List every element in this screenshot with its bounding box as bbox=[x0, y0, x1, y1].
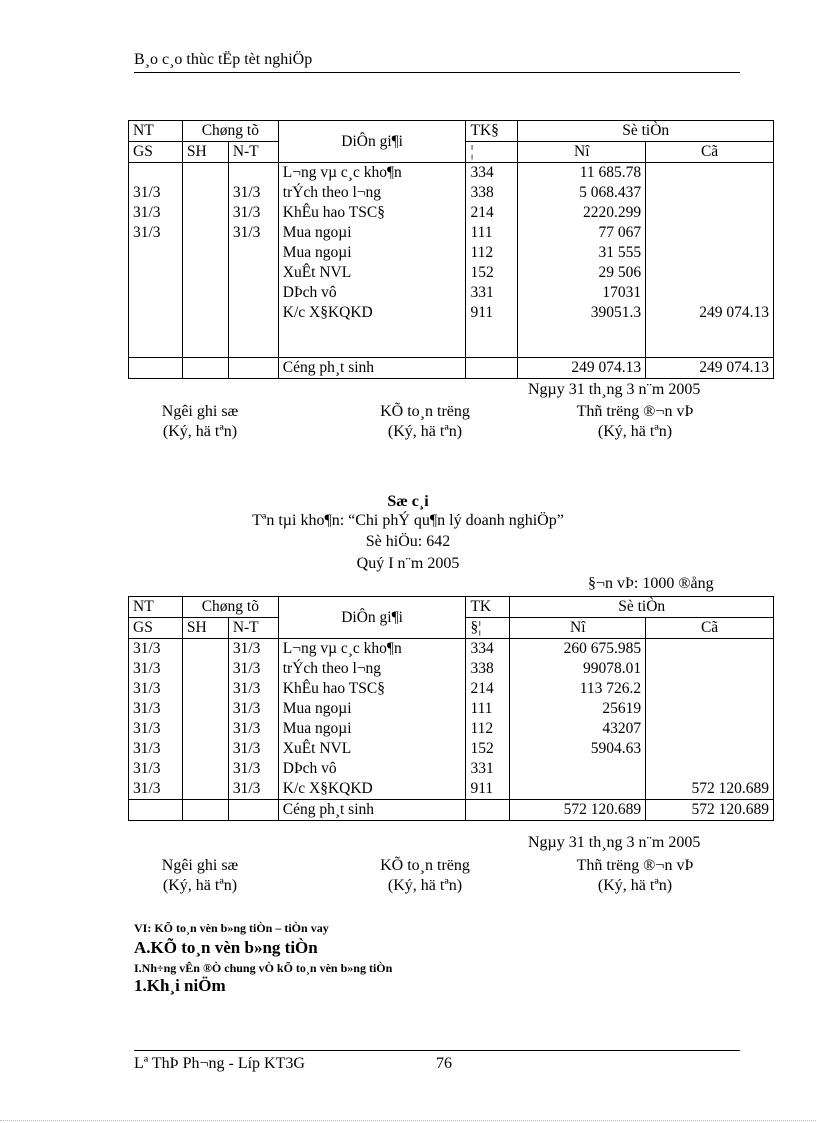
cell-no: 11 685.78 bbox=[518, 163, 646, 184]
table-row bbox=[129, 759, 774, 779]
cell-nt: 31/3 bbox=[129, 183, 183, 203]
cell-co bbox=[646, 203, 774, 223]
cell-co: 572 120.689 bbox=[646, 779, 774, 800]
cell-dien-giai: trÝch theo l¬ng bbox=[278, 659, 466, 679]
cell-dien-giai: L¬ng vµ c¸c kho¶n bbox=[278, 639, 466, 660]
cell-nt: 31/3 bbox=[129, 739, 183, 759]
cell-sh bbox=[182, 659, 228, 679]
cell-ngay bbox=[228, 283, 278, 303]
signer-chief-accountant bbox=[345, 856, 505, 896]
table-row bbox=[129, 779, 774, 800]
cell-no: 29 506 bbox=[518, 263, 646, 283]
cell-sh bbox=[182, 243, 228, 263]
cell-dien-giai: K/c X§KQKD bbox=[278, 779, 466, 800]
header-tk-sub: §¦ bbox=[466, 618, 510, 639]
cell-tk: 331 bbox=[466, 759, 510, 779]
unit-label: §¬n vÞ: 1000 ®ång bbox=[588, 575, 714, 592]
header-so-tien: Sè tiÒn bbox=[510, 597, 774, 618]
cell-tk: 152 bbox=[466, 263, 518, 283]
cell-tk: 111 bbox=[466, 223, 518, 243]
table-row bbox=[129, 323, 774, 358]
cell-nt: 31/3 bbox=[129, 779, 183, 800]
cell-co bbox=[646, 243, 774, 263]
cell-co bbox=[646, 223, 774, 243]
header-no: Nî bbox=[518, 142, 646, 163]
cell-co bbox=[646, 679, 774, 699]
cell-tk: 338 bbox=[466, 659, 510, 679]
footer-rule bbox=[134, 1050, 740, 1051]
cell-no: 25619 bbox=[510, 699, 646, 719]
cell-ngay bbox=[228, 303, 278, 323]
total-no: 249 074.13 bbox=[518, 358, 646, 379]
cell-dien-giai: KhÊu hao TSC§ bbox=[278, 679, 466, 699]
cell-ngay bbox=[228, 263, 278, 283]
header-co: Cã bbox=[646, 142, 774, 163]
table-row bbox=[129, 719, 774, 739]
cell-co: 249 074.13 bbox=[646, 303, 774, 323]
signer-title: Ngêi ghi sæ bbox=[161, 403, 239, 420]
cell-no bbox=[518, 323, 646, 358]
cell-ngay: 31/3 bbox=[228, 699, 278, 719]
cell-nt: 31/3 bbox=[129, 203, 183, 223]
cell-ngay: 31/3 bbox=[228, 203, 278, 223]
total-row bbox=[129, 358, 774, 379]
signer-title: KÕ to¸n trëng bbox=[380, 857, 470, 874]
signer-recorder bbox=[130, 856, 270, 896]
signer-title: Thñ trëng ®¬n vÞ bbox=[576, 857, 694, 874]
cell-ngay: 31/3 bbox=[228, 779, 278, 800]
cell-no: 31 555 bbox=[518, 243, 646, 263]
cell-dien-giai: DÞch vô bbox=[278, 283, 466, 303]
section-heading-vi: VI: KÕ to¸n vèn b»ng tiÒn – tiÒn vay bbox=[134, 921, 329, 935]
cell-dien-giai: L¬ng vµ c¸c kho¶n bbox=[278, 163, 466, 184]
cell-dien-giai: Mua ngoµi bbox=[278, 223, 466, 243]
cell-no: 43207 bbox=[510, 719, 646, 739]
cell-nt: 31/3 bbox=[129, 679, 183, 699]
footer-author: Lª ThÞ Ph¬ng - Líp KT3G bbox=[134, 1055, 305, 1072]
sign-date: Ngµy 31 th¸ng 3 n¨m 2005 bbox=[528, 834, 701, 851]
cell-no: 39051.3 bbox=[518, 303, 646, 323]
header-nt2: N-T bbox=[228, 142, 278, 163]
section-heading-a: A.KÕ to¸n vèn b»ng tiÒn bbox=[134, 938, 318, 957]
cell-nt bbox=[129, 323, 183, 358]
cell-nt: 31/3 bbox=[129, 223, 183, 243]
cell-no: 113 726.2 bbox=[510, 679, 646, 699]
cell-tk: 112 bbox=[466, 719, 510, 739]
total-no: 572 120.689 bbox=[510, 800, 646, 821]
cell-co bbox=[646, 263, 774, 283]
cell-dien-giai: Mua ngoµi bbox=[278, 699, 466, 719]
cell-tk: 112 bbox=[466, 243, 518, 263]
table-row bbox=[129, 223, 774, 243]
cell-sh bbox=[182, 699, 228, 719]
signer-title: Ngêi ghi sæ bbox=[161, 857, 239, 874]
cell-sh bbox=[182, 779, 228, 800]
table-row bbox=[129, 739, 774, 759]
cell-dien-giai: DÞch vô bbox=[278, 759, 466, 779]
header-gs: GS bbox=[129, 142, 183, 163]
cell-sh bbox=[182, 759, 228, 779]
cell-sh bbox=[182, 739, 228, 759]
cell-co bbox=[646, 163, 774, 184]
ledger-table-2 bbox=[128, 596, 774, 821]
period: Quý I n¨m 2005 bbox=[356, 555, 460, 572]
cell-sh bbox=[182, 303, 228, 323]
cell-tk: 152 bbox=[466, 739, 510, 759]
cell-nt bbox=[129, 263, 183, 283]
table-row bbox=[129, 283, 774, 303]
cell-ngay bbox=[228, 243, 278, 263]
cell-co bbox=[646, 739, 774, 759]
signer-head-of-unit bbox=[540, 856, 730, 896]
header-so-tien: Sè tiÒn bbox=[518, 121, 774, 142]
cell-dien-giai: KhÊu hao TSC§ bbox=[278, 203, 466, 223]
header-chung-tu: Chøng tõ bbox=[182, 597, 278, 618]
cell-co bbox=[646, 323, 774, 358]
cell-no: 260 675.985 bbox=[510, 639, 646, 660]
header-nt: NT bbox=[129, 121, 183, 142]
header-rule bbox=[134, 72, 740, 73]
table-row bbox=[129, 303, 774, 323]
signer-note: (Ký, hä tªn) bbox=[162, 877, 238, 894]
cell-sh bbox=[182, 323, 228, 358]
signer-recorder bbox=[130, 402, 270, 442]
header-sh: SH bbox=[182, 142, 228, 163]
cell-sh bbox=[182, 183, 228, 203]
cell-co bbox=[646, 659, 774, 679]
signer-head-of-unit bbox=[540, 402, 730, 442]
header-dien-giai: DiÔn gi¶i bbox=[278, 121, 466, 163]
table-row bbox=[129, 659, 774, 679]
total-label: Céng ph¸t sinh bbox=[278, 800, 466, 821]
cell-no: 99078.01 bbox=[510, 659, 646, 679]
cell-dien-giai: XuÊt NVL bbox=[278, 739, 466, 759]
cell-tk: 334 bbox=[466, 639, 510, 660]
cell-tk: 331 bbox=[466, 283, 518, 303]
table-row bbox=[129, 263, 774, 283]
cell-tk: 111 bbox=[466, 699, 510, 719]
header-sh: SH bbox=[182, 618, 228, 639]
cell-tk: 911 bbox=[466, 303, 518, 323]
header-tk: TK§ bbox=[466, 121, 518, 142]
header-tk: TK bbox=[466, 597, 510, 618]
cell-dien-giai: Mua ngoµi bbox=[278, 719, 466, 739]
cell-nt bbox=[129, 163, 183, 184]
cell-nt: 31/3 bbox=[129, 639, 183, 660]
cell-ngay: 31/3 bbox=[228, 759, 278, 779]
total-co: 249 074.13 bbox=[646, 358, 774, 379]
cell-nt: 31/3 bbox=[129, 719, 183, 739]
cell-ngay: 31/3 bbox=[228, 679, 278, 699]
cell-no: 17031 bbox=[518, 283, 646, 303]
cell-ngay bbox=[228, 163, 278, 184]
cell-ngay: 31/3 bbox=[228, 223, 278, 243]
cell-dien-giai: trÝch theo l¬ng bbox=[278, 183, 466, 203]
cell-sh bbox=[182, 639, 228, 660]
cell-sh bbox=[182, 203, 228, 223]
ledger-title: Sæ c¸i bbox=[387, 493, 429, 510]
account-name: Tªn tµi kho¶n: “Chi phÝ qu¶n lý doanh nghiÖp” bbox=[252, 512, 564, 529]
cell-tk: 214 bbox=[466, 679, 510, 699]
table-row bbox=[129, 679, 774, 699]
table-row bbox=[129, 203, 774, 223]
cell-nt: 31/3 bbox=[129, 759, 183, 779]
cell-no: 2220.299 bbox=[518, 203, 646, 223]
header-nt: NT bbox=[129, 597, 183, 618]
cell-ngay: 31/3 bbox=[228, 719, 278, 739]
cell-co bbox=[646, 183, 774, 203]
sign-date: Ngµy 31 th¸ng 3 n¨m 2005 bbox=[528, 381, 701, 398]
cell-dien-giai: Mua ngoµi bbox=[278, 243, 466, 263]
table-row bbox=[129, 243, 774, 263]
signer-note: (Ký, hä tªn) bbox=[597, 423, 673, 440]
header-dien-giai: DiÔn gi¶i bbox=[278, 597, 466, 639]
table-row bbox=[129, 163, 774, 184]
signer-title: Thñ trëng ®¬n vÞ bbox=[576, 403, 694, 420]
cell-no: 77 067 bbox=[518, 223, 646, 243]
signer-chief-accountant bbox=[345, 402, 505, 442]
page-bottom-divider bbox=[0, 1120, 816, 1121]
cell-co bbox=[646, 639, 774, 660]
cell-nt: 31/3 bbox=[129, 659, 183, 679]
header-nt2: N-T bbox=[228, 618, 278, 639]
total-co: 572 120.689 bbox=[646, 800, 774, 821]
signer-note: (Ký, hä tªn) bbox=[597, 877, 673, 894]
cell-sh bbox=[182, 223, 228, 243]
cell-ngay: 31/3 bbox=[228, 183, 278, 203]
header-tk-sub: ¦ bbox=[466, 142, 518, 163]
cell-nt bbox=[129, 243, 183, 263]
header-chung-tu: Chøng tõ bbox=[182, 121, 278, 142]
cell-nt bbox=[129, 283, 183, 303]
cell-nt: 31/3 bbox=[129, 699, 183, 719]
header-no: Nî bbox=[510, 618, 646, 639]
cell-no: 5904.63 bbox=[510, 739, 646, 759]
table-row bbox=[129, 639, 774, 660]
page-header-title: B¸o c¸o thùc tËp tèt nghiÖp bbox=[134, 51, 313, 68]
cell-ngay: 31/3 bbox=[228, 659, 278, 679]
cell-sh bbox=[182, 719, 228, 739]
cell-tk: 214 bbox=[466, 203, 518, 223]
cell-ngay: 31/3 bbox=[228, 639, 278, 660]
cell-dien-giai: XuÊt NVL bbox=[278, 263, 466, 283]
cell-sh bbox=[182, 163, 228, 184]
table-row bbox=[129, 183, 774, 203]
cell-dien-giai: K/c X§KQKD bbox=[278, 303, 466, 323]
cell-ngay bbox=[228, 323, 278, 358]
signer-note: (Ký, hä tªn) bbox=[162, 423, 238, 440]
signer-note: (Ký, hä tªn) bbox=[387, 877, 463, 894]
cell-sh bbox=[182, 679, 228, 699]
signer-note: (Ký, hä tªn) bbox=[387, 423, 463, 440]
cell-ngay: 31/3 bbox=[228, 739, 278, 759]
cell-dien-giai bbox=[278, 323, 466, 358]
signer-title: KÕ to¸n trëng bbox=[380, 403, 470, 420]
cell-no: 5 068.437 bbox=[518, 183, 646, 203]
cell-tk: 911 bbox=[466, 779, 510, 800]
cell-co bbox=[646, 719, 774, 739]
total-row bbox=[129, 800, 774, 821]
header-gs: GS bbox=[129, 618, 183, 639]
cell-tk bbox=[466, 323, 518, 358]
cell-nt bbox=[129, 303, 183, 323]
ledger-table-1 bbox=[128, 120, 774, 379]
cell-co bbox=[646, 759, 774, 779]
page-number: 76 bbox=[436, 1055, 452, 1072]
cell-sh bbox=[182, 263, 228, 283]
cell-sh bbox=[182, 283, 228, 303]
table-row bbox=[129, 699, 774, 719]
section-heading-1: 1.Kh¸i niÖm bbox=[134, 976, 226, 995]
cell-no bbox=[510, 759, 646, 779]
section-heading-i: I.Nh÷ng vÊn ®Ò chung vÒ kÕ to¸n vèn b»ng tiÒn bbox=[134, 961, 393, 975]
cell-no bbox=[510, 779, 646, 800]
cell-co bbox=[646, 699, 774, 719]
cell-tk: 334 bbox=[466, 163, 518, 184]
total-label: Céng ph¸t sinh bbox=[278, 358, 466, 379]
cell-tk: 338 bbox=[466, 183, 518, 203]
cell-co bbox=[646, 283, 774, 303]
account-number: Sè hiÖu: 642 bbox=[365, 533, 451, 550]
header-co: Cã bbox=[646, 618, 774, 639]
